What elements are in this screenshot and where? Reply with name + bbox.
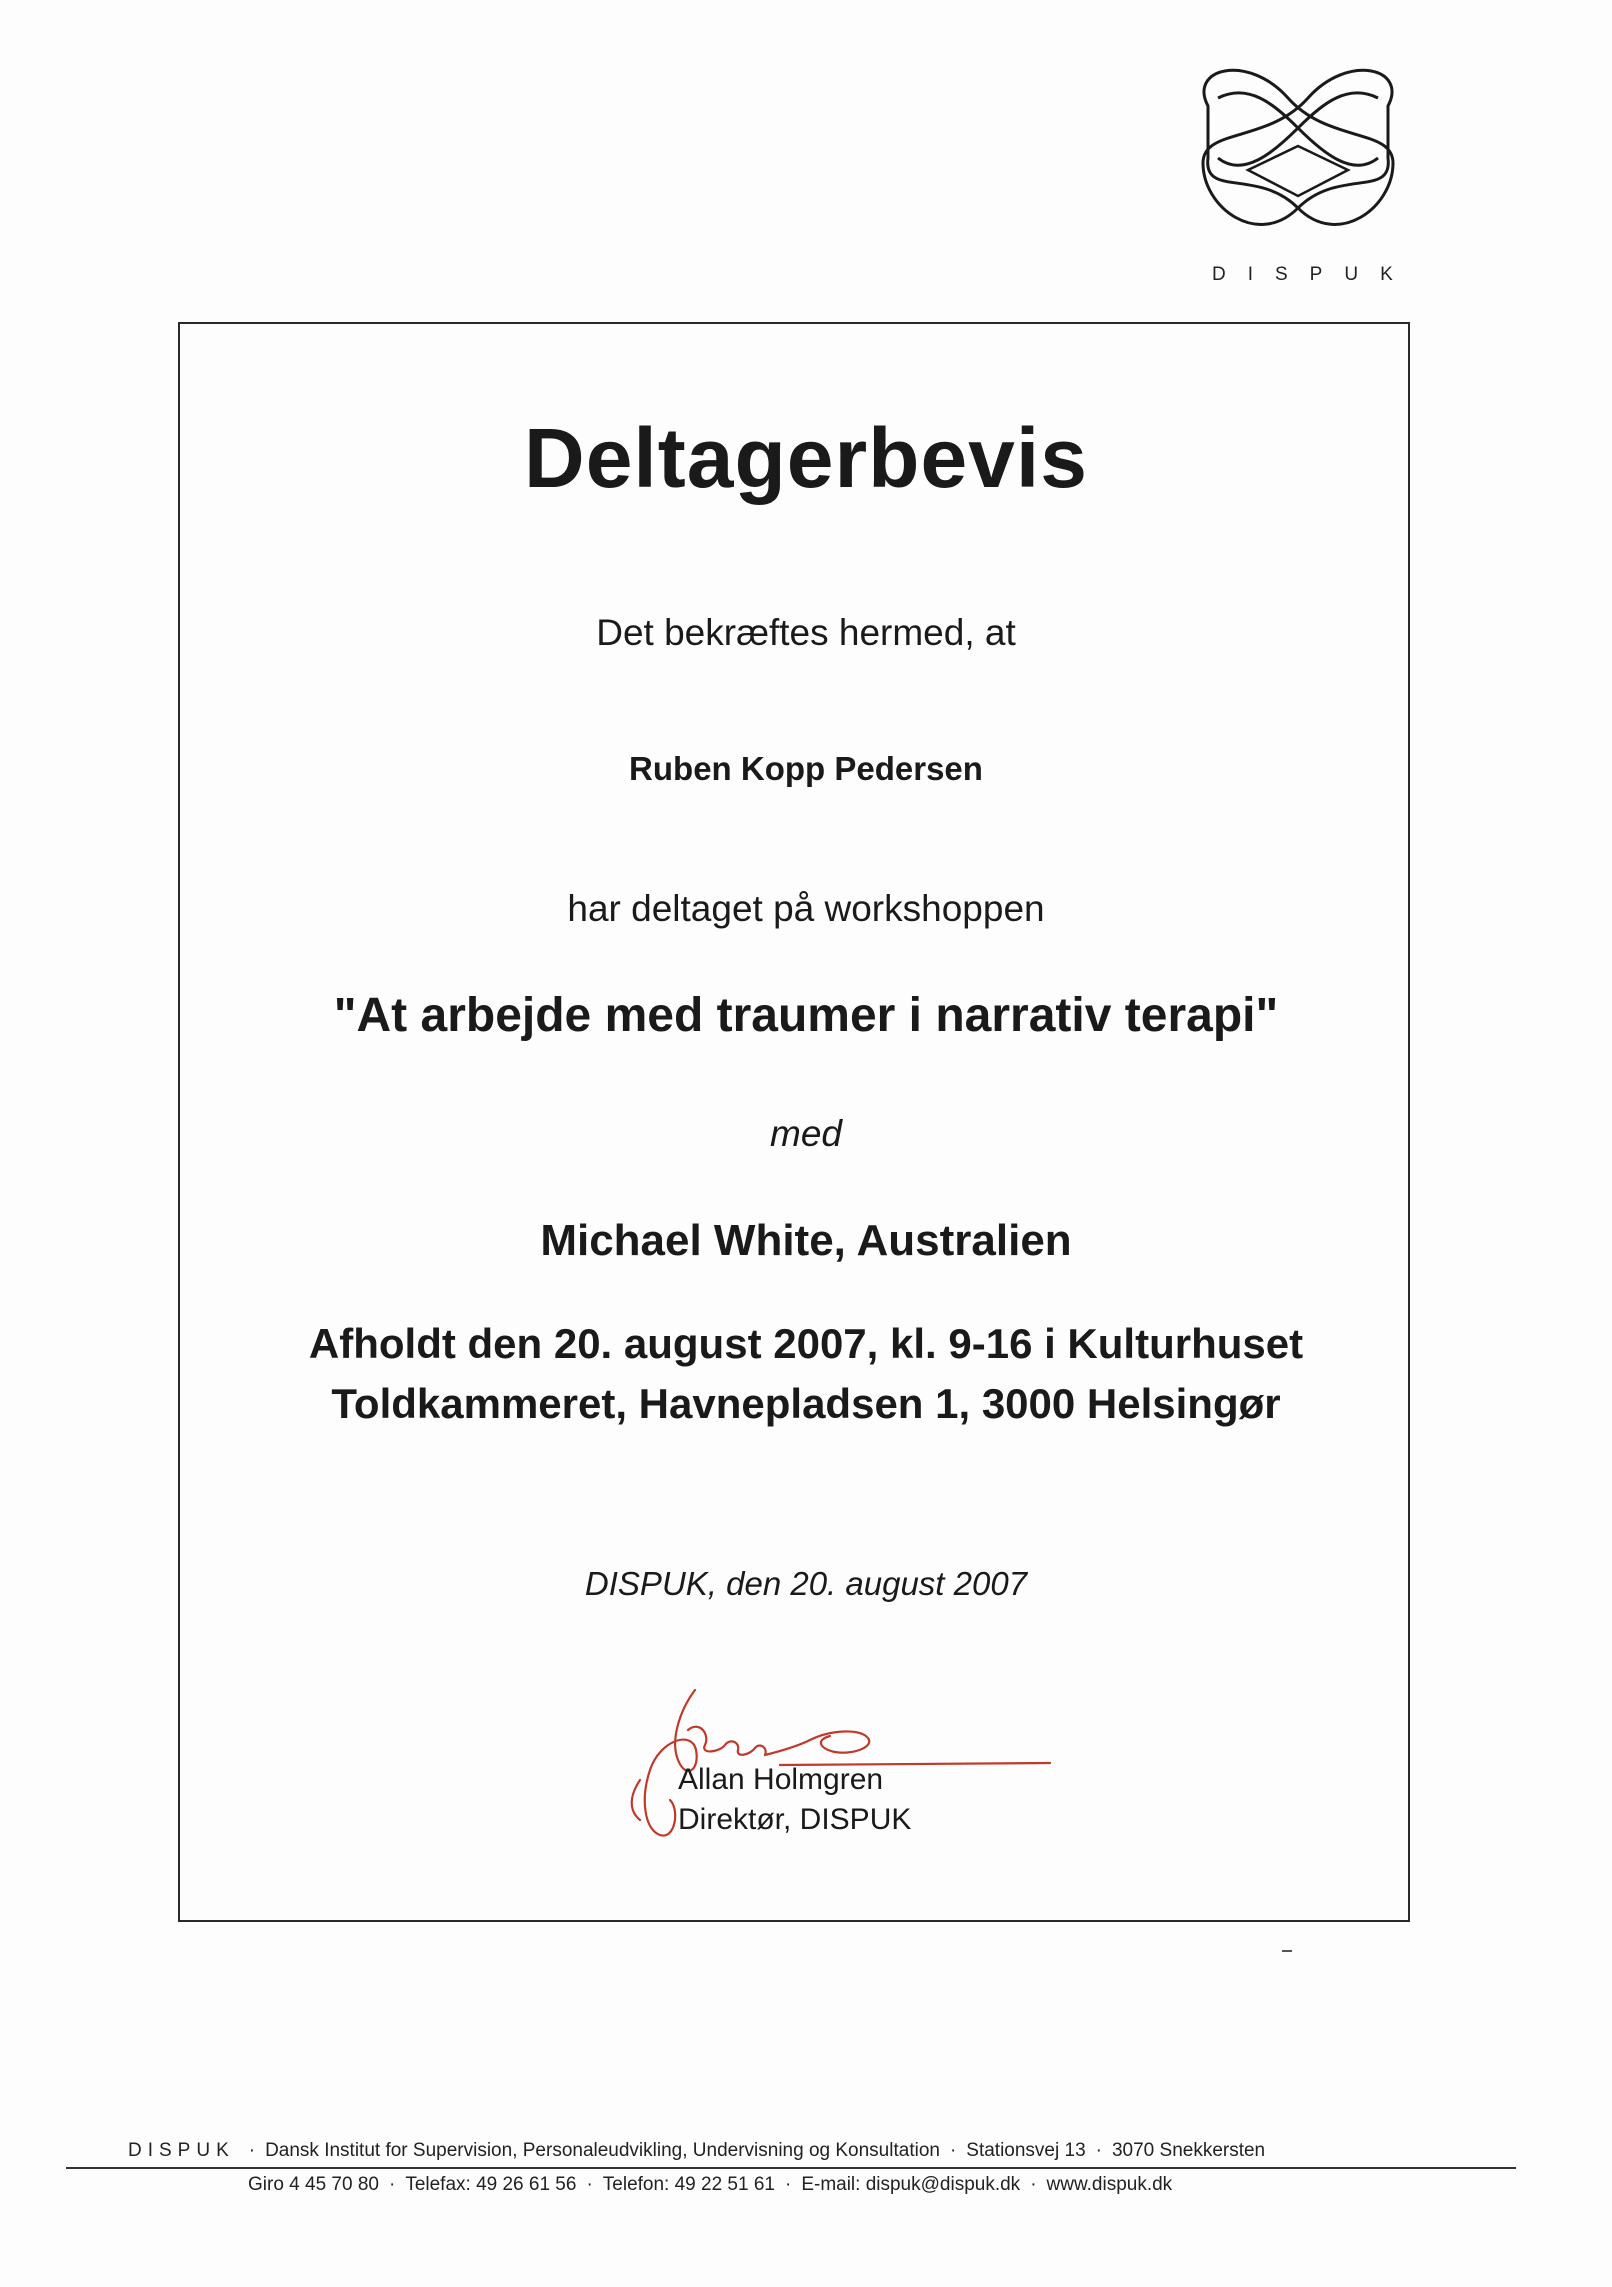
footer-divider	[66, 2167, 1516, 2169]
participant-name: Ruben Kopp Pedersen	[629, 750, 983, 787]
signer-role: Direktør, DISPUK	[678, 1803, 912, 1836]
dispuk-logo	[1178, 58, 1418, 258]
footer-street: Stationsvej 13	[966, 2140, 1086, 2161]
with-text: med	[770, 1113, 842, 1154]
footer-brand: DISPUK	[128, 2140, 235, 2161]
signer-block	[678, 1760, 911, 1840]
certificate-title: Deltagerbevis	[524, 411, 1088, 505]
footer-address-line: DISPUK · Dansk Institut for Supervision, Personaleudvikling, Undervisning og Konsultation · Stationsvej 13 · 3070 Snekkersten	[128, 2140, 1266, 2161]
venue-line-1: Afholdt den 20. august 2007, kl. 9-16 i Kulturhuset	[308, 1320, 1304, 1367]
workshop-title: "At arbejde med traumer i narrativ terapi"	[333, 989, 1279, 1042]
footer-city: 3070 Snekkersten	[1111, 2140, 1266, 2161]
presenter-name: Michael White, Australien	[540, 1216, 1072, 1265]
footer-email[interactable]: E-mail: dispuk@dispuk.dk	[801, 2174, 1021, 2195]
signer-name: Allan Holmgren	[678, 1763, 884, 1796]
dispuk-knot-icon	[1178, 58, 1418, 258]
intro-text: Det bekræftes hermed, at	[596, 612, 1016, 653]
issue-dateline: DISPUK, den 20. august 2007	[584, 1565, 1028, 1602]
scan-speck	[1282, 1950, 1292, 1952]
footer-fax: Telefax: 49 26 61 56	[405, 2174, 577, 2195]
footer-institute: Dansk Institut for Supervision, Personaleudvikling, Undervisning og Konsultation	[265, 2140, 940, 2161]
logo-wordmark: DISPUK	[1212, 264, 1415, 285]
footer-giro: Giro 4 45 70 80	[248, 2174, 379, 2195]
footer-website[interactable]: www.dispuk.dk	[1046, 2174, 1173, 2195]
footer-phone: Telefon: 49 22 51 61	[602, 2174, 775, 2195]
footer-contact-line: Giro 4 45 70 80 · Telefax: 49 26 61 56 · Telefon: 49 22 51 61 · E-mail: dispuk@dispuk.dk · www.dispuk.dk	[248, 2174, 1173, 2195]
participation-text: har deltaget på workshoppen	[567, 888, 1045, 929]
venue-line-2: Toldkammeret, Havnepladsen 1, 3000 Helsingør	[331, 1380, 1281, 1427]
